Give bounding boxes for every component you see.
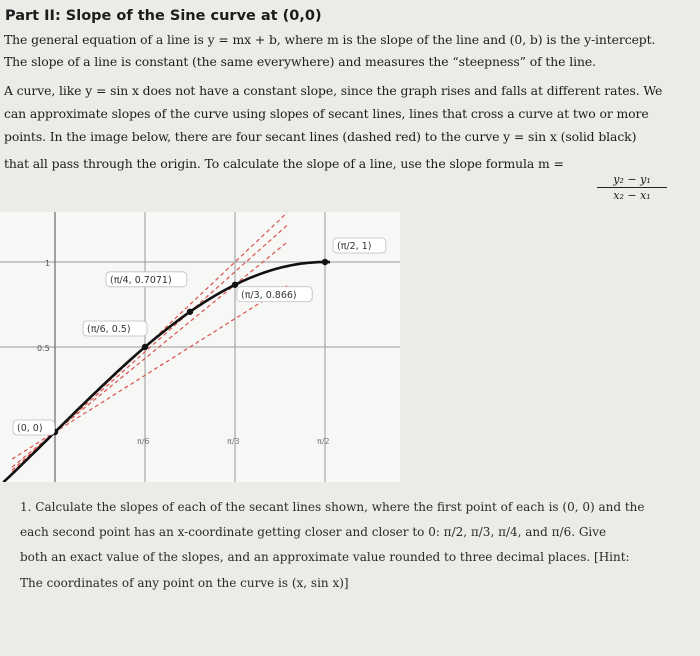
paragraph-line-6: that all pass through the origin. To calculate the slope of a line, use the slope formula m = [4, 156, 564, 171]
y-tick-label-0-5: 0.5 [37, 344, 50, 353]
point-label: (0, 0) [17, 423, 43, 434]
question-line-4: The coordinates of any point on the curve is (x, sin x)] [20, 576, 349, 590]
sine-secant-graph [0, 212, 400, 482]
question-line-2: each second point has an x-coordinate getting closer and closer to 0: π/2, π/3, π/4, and π/6. Give [20, 525, 607, 539]
x-tick-label: π/3 [227, 437, 240, 446]
curve-point [142, 344, 148, 350]
paragraph-line-5: points. In the image below, there are four secant lines (dashed red) to the curve y = sin x (solid black) [4, 129, 637, 144]
curve-point [322, 259, 328, 265]
paragraph-line-2: The slope of a line is constant (the same everywhere) and measures the “steepness” of the line. [4, 54, 596, 69]
point-label: (π/4, 0.7071) [110, 274, 172, 286]
y-tick-label-1: 1 [45, 259, 51, 268]
curve-point [187, 309, 193, 315]
slope-numerator: y₂ − y₁ [597, 172, 667, 188]
slope-formula [597, 172, 667, 206]
curve-point [232, 282, 238, 288]
paragraph-line-3: A curve, like y = sin x does not have a constant slope, since the graph rises and falls at different rates. We [4, 83, 663, 98]
paragraph-line-1: The general equation of a line is y = mx + b, where m is the slope of the line and (0, b) is the y-intercept. [4, 32, 656, 47]
point-label: (π/3, 0.866) [241, 289, 297, 301]
question-line-3: both an exact value of the slopes, and an approximate value rounded to three decimal places. [Hint: [20, 550, 630, 564]
x-tick-label: π/2 [317, 437, 330, 446]
slope-denominator: x₂ − x₁ [613, 189, 651, 202]
point-label: (π/6, 0.5) [87, 324, 131, 335]
x-tick-label: π/6 [137, 437, 150, 446]
point-label: (π/2, 1) [337, 241, 372, 252]
question-line-1: 1. Calculate the slopes of each of the secant lines shown, where the first point of each is (0, 0) and the [20, 500, 645, 514]
section-heading: Part II: Slope of the Sine curve at (0,0) [5, 8, 322, 24]
paragraph-line-4: can approximate slopes of the curve using slopes of secant lines, lines that cross a curve at two or more [4, 106, 649, 121]
